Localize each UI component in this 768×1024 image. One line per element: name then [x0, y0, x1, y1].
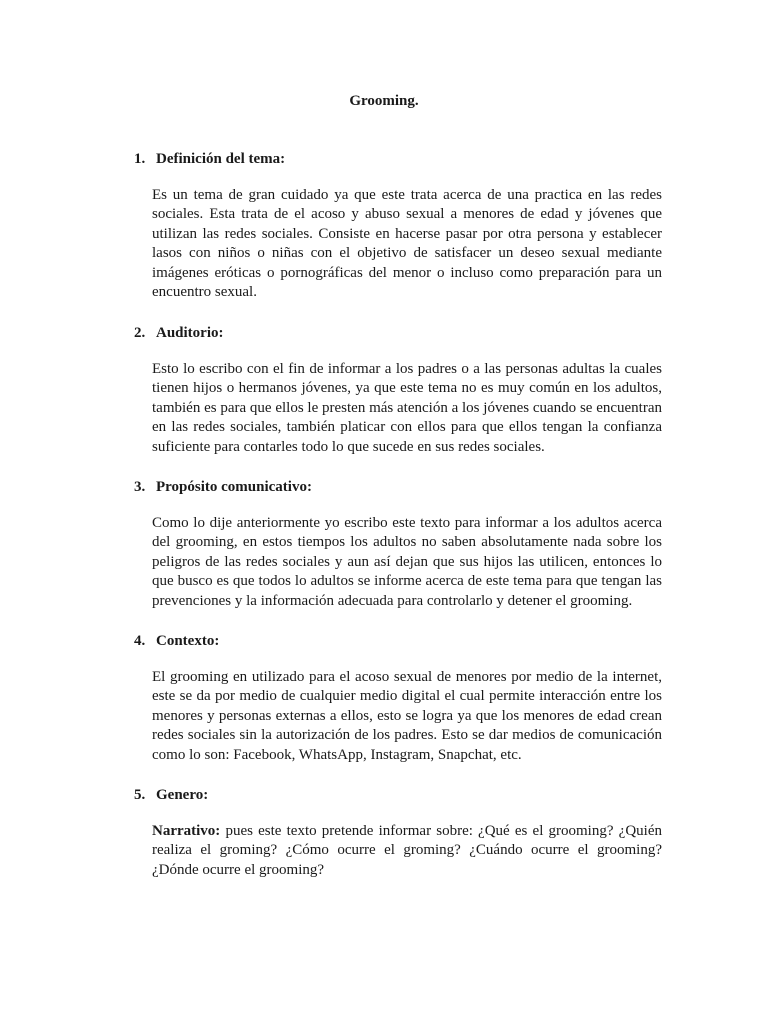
section-definicion [134, 150, 662, 302]
section-heading-text: Contexto: [156, 633, 220, 649]
section-contexto [134, 632, 662, 765]
section-heading [134, 786, 662, 805]
section-proposito [134, 478, 662, 611]
section-paragraph: El grooming en utilizado para el acoso sexual de menores por medio de la internet, este se da por medio de cualquier medio digital el cual permite interacción entre los menores y personas externas a ellos, esto se logra ya que los menores de edad crean redes sociales sin la autorización de los padres. Esto se dar medios de comunicación como lo son: Facebook, WhatsApp, Instagram, Snapchat, etc. [152, 669, 662, 763]
section-number: 4. [134, 633, 146, 649]
section-paragraph: Es un tema de gran cuidado ya que este trata acerca de una practica en las redes sociales. Esta trata de el acoso y abuso sexual a menores de edad y jóvenes que utilizan las redes sociales. Consiste en hacerse pasar por otra persona y establecer lasos con niños o niñas con el objetivo de satisfacer un deseo sexual mediante imágenes eróticas o pornográficas del menor o incluso como preparación para un encuentro sexual. [152, 187, 662, 301]
document-title: Grooming. [349, 93, 419, 109]
section-number: 3. [134, 479, 146, 495]
section-number: 2. [134, 325, 146, 341]
section-heading [134, 324, 662, 343]
section-paragraph: Como lo dije anteriormente yo escribo este texto para informar a los adultos acerca del grooming, en estos tiempos los adultos no saben absolutamente nada sobre los peligros de las redes sociales y aun así dejan que sus hijos las utilicen, entonces lo que busco es que todos lo adultos se informe acerca de este tema para que tengan las prevenciones y la información adecuada para controlarlo y detener el grooming. [152, 515, 662, 609]
genre-lead: Narrativo: [152, 823, 221, 839]
section-genero [134, 786, 662, 880]
genre-text: pues este texto pretende informar sobre: ¿Qué es el grooming? ¿Quién realiza el groming? ¿Cómo ocurre el groming? ¿Cuándo ocurre el grooming? ¿Dónde ocurre el grooming? [152, 823, 662, 878]
section-heading [134, 478, 662, 497]
section-heading [134, 632, 662, 651]
section-number: 1. [134, 151, 146, 167]
section-paragraph [152, 822, 662, 880]
section-number: 5. [134, 787, 146, 803]
section-heading-text: Propósito comunicativo: [156, 479, 312, 495]
section-heading [134, 150, 662, 169]
section-heading-text: Genero: [156, 787, 209, 803]
section-heading-text: Definición del tema: [156, 151, 286, 167]
section-paragraph: Esto lo escribo con el fin de informar a los padres o a las personas adultas la cuales tienen hijos o hermanos jóvenes, ya que este tema no es muy común en los adultos, también es para que ellos le presten más atención a los jóvenes cuando se encuentran en las redes sociales, también platicar con ellos para que ellos tengan la confianza suficiente para contarles todo lo que sucede en sus redes sociales. [152, 361, 662, 455]
section-auditorio [134, 324, 662, 457]
section-heading-text: Auditorio: [156, 325, 224, 341]
